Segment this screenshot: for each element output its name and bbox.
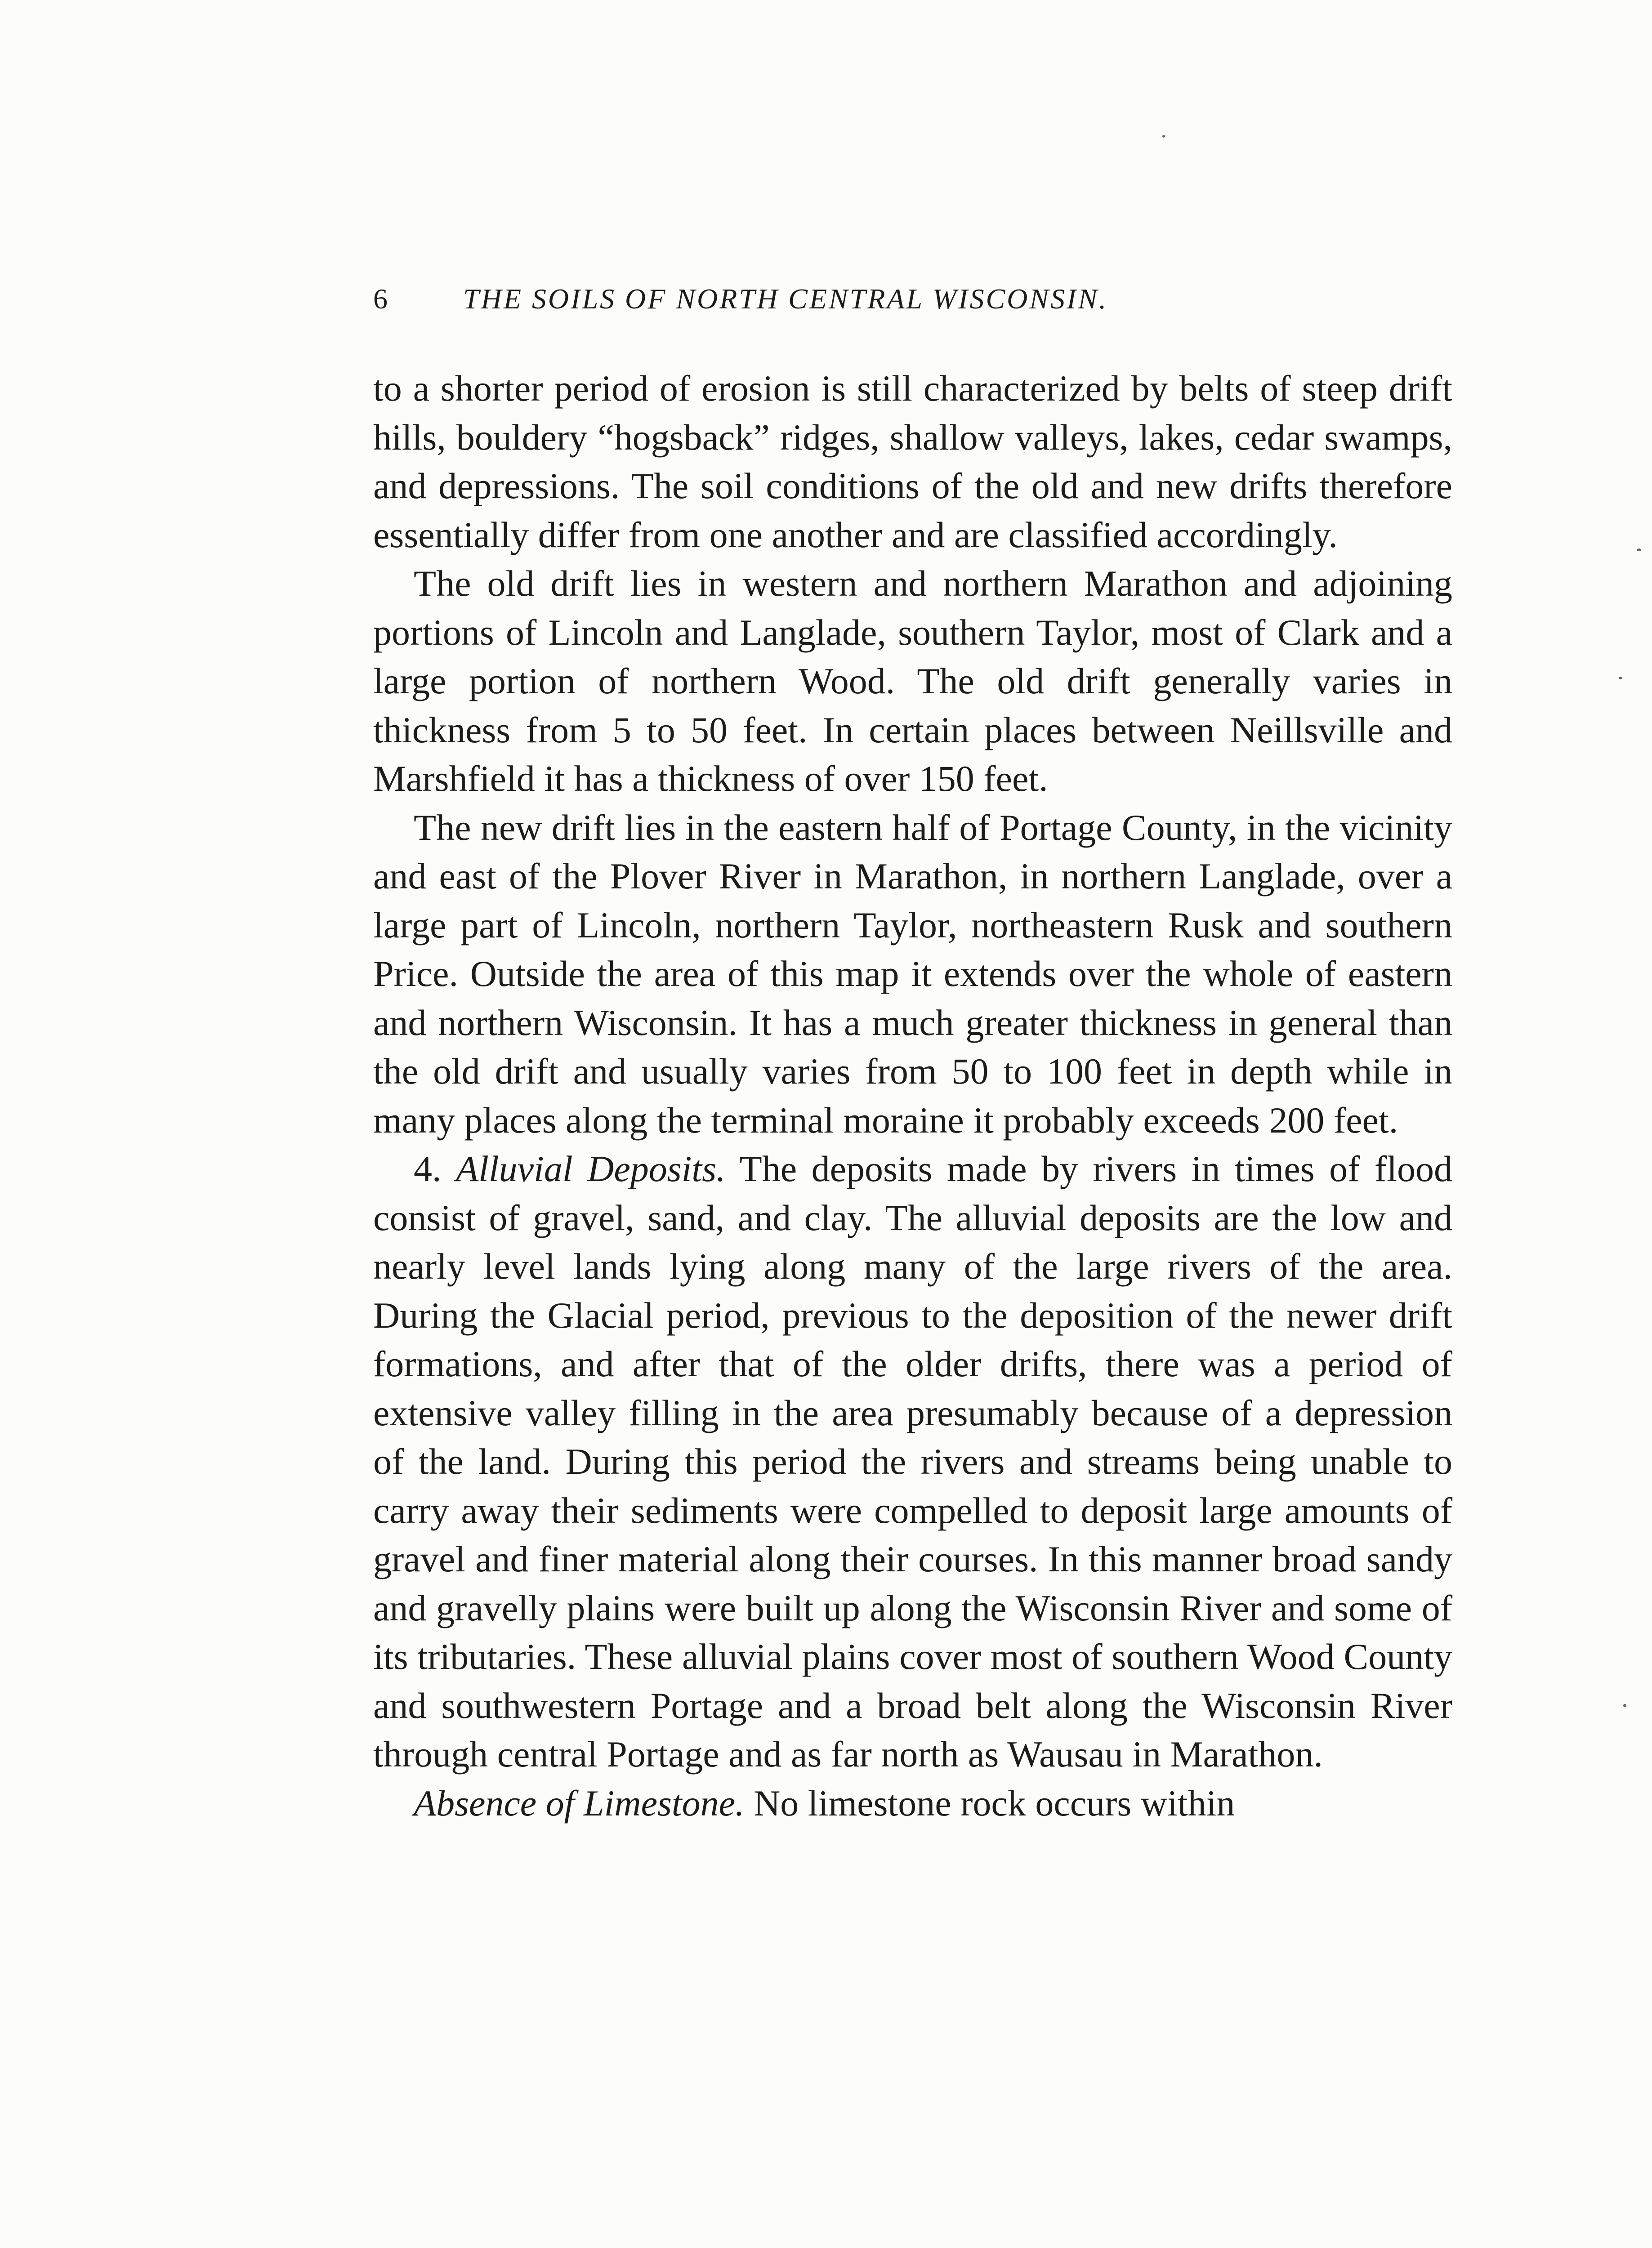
paragraph-text: The deposits made by rivers in times of flood consist of gravel, sand, and clay. The alluvial deposits are the low and nearly level lands lying along many of the large rivers of the area. During the Glacial period, previous to the deposition of the newer drift formations, and after that of the older drifts, there was a period of extensive valley filling in the area presumably because of a depression of the land. During this period the rivers and streams being unable to carry away their sediments were compelled to deposit large amounts of gravel and finer material along their courses. In this manner broad sandy and gravelly plains were built up along the Wisconsin River and some of its tributaries. These alluvial plains cover most of southern Wood County and southwestern Portage and a broad belt along the Wisconsin River through central Portage and as far north as Wausau in Marathon.	[373, 1148, 1452, 1775]
paragraph-text: to a shorter period of erosion is still characterized by belts of steep drift hills, bouldery “hogsback” ridges, shallow valleys, lakes, cedar swamps, and depressions. The soil conditions of the old and new drifts therefore essentially differ from one another and are classified accordingly.	[373, 368, 1452, 555]
running-title: THE SOILS OF NORTH CENTRAL WISCONSIN.	[463, 283, 1108, 315]
scan-speck	[1637, 549, 1641, 551]
paragraph-alluvial-deposits	[373, 1145, 1452, 1779]
paragraph-text: No limestone rock occurs within	[744, 1782, 1235, 1824]
section-number: 4.	[414, 1148, 456, 1189]
section-heading: Alluvial Deposits.	[456, 1148, 726, 1189]
paragraph-new-drift	[373, 803, 1452, 1145]
scan-speck	[1162, 135, 1165, 138]
body-text	[373, 364, 1452, 1828]
running-head	[373, 279, 1452, 319]
section-heading: Absence of Limestone.	[414, 1782, 745, 1824]
paragraph-old-drift	[373, 559, 1452, 803]
scan-speck	[1623, 1704, 1626, 1707]
paragraph-text: The new drift lies in the eastern half of Portage County, in the vicinity and east of the Plover River in Marathon, in northern Langlade, over a large part of Lincoln, northern Taylor, northeastern Rusk and southern Price. Outside the area of this map it extends over the whole of eastern and northern Wisconsin. It has a much greater thickness in general than the old drift and usually varies from 50 to 100 feet in depth while in many places along the terminal moraine it probably exceeds 200 feet.	[373, 807, 1452, 1141]
page-number: 6	[373, 283, 388, 315]
paragraph-absence-of-limestone	[373, 1779, 1452, 1828]
scan-speck	[1619, 677, 1622, 679]
paragraph-erosion	[373, 364, 1452, 559]
paragraph-text: The old drift lies in western and northern Marathon and adjoining portions of Lincoln and Langlade, southern Taylor, most of Clark and a large portion of northern Wood. The old drift generally varies in thickness from 5 to 50 feet. In certain places between Neillsville and Marshfield it has a thickness of over 150 feet.	[373, 563, 1452, 799]
